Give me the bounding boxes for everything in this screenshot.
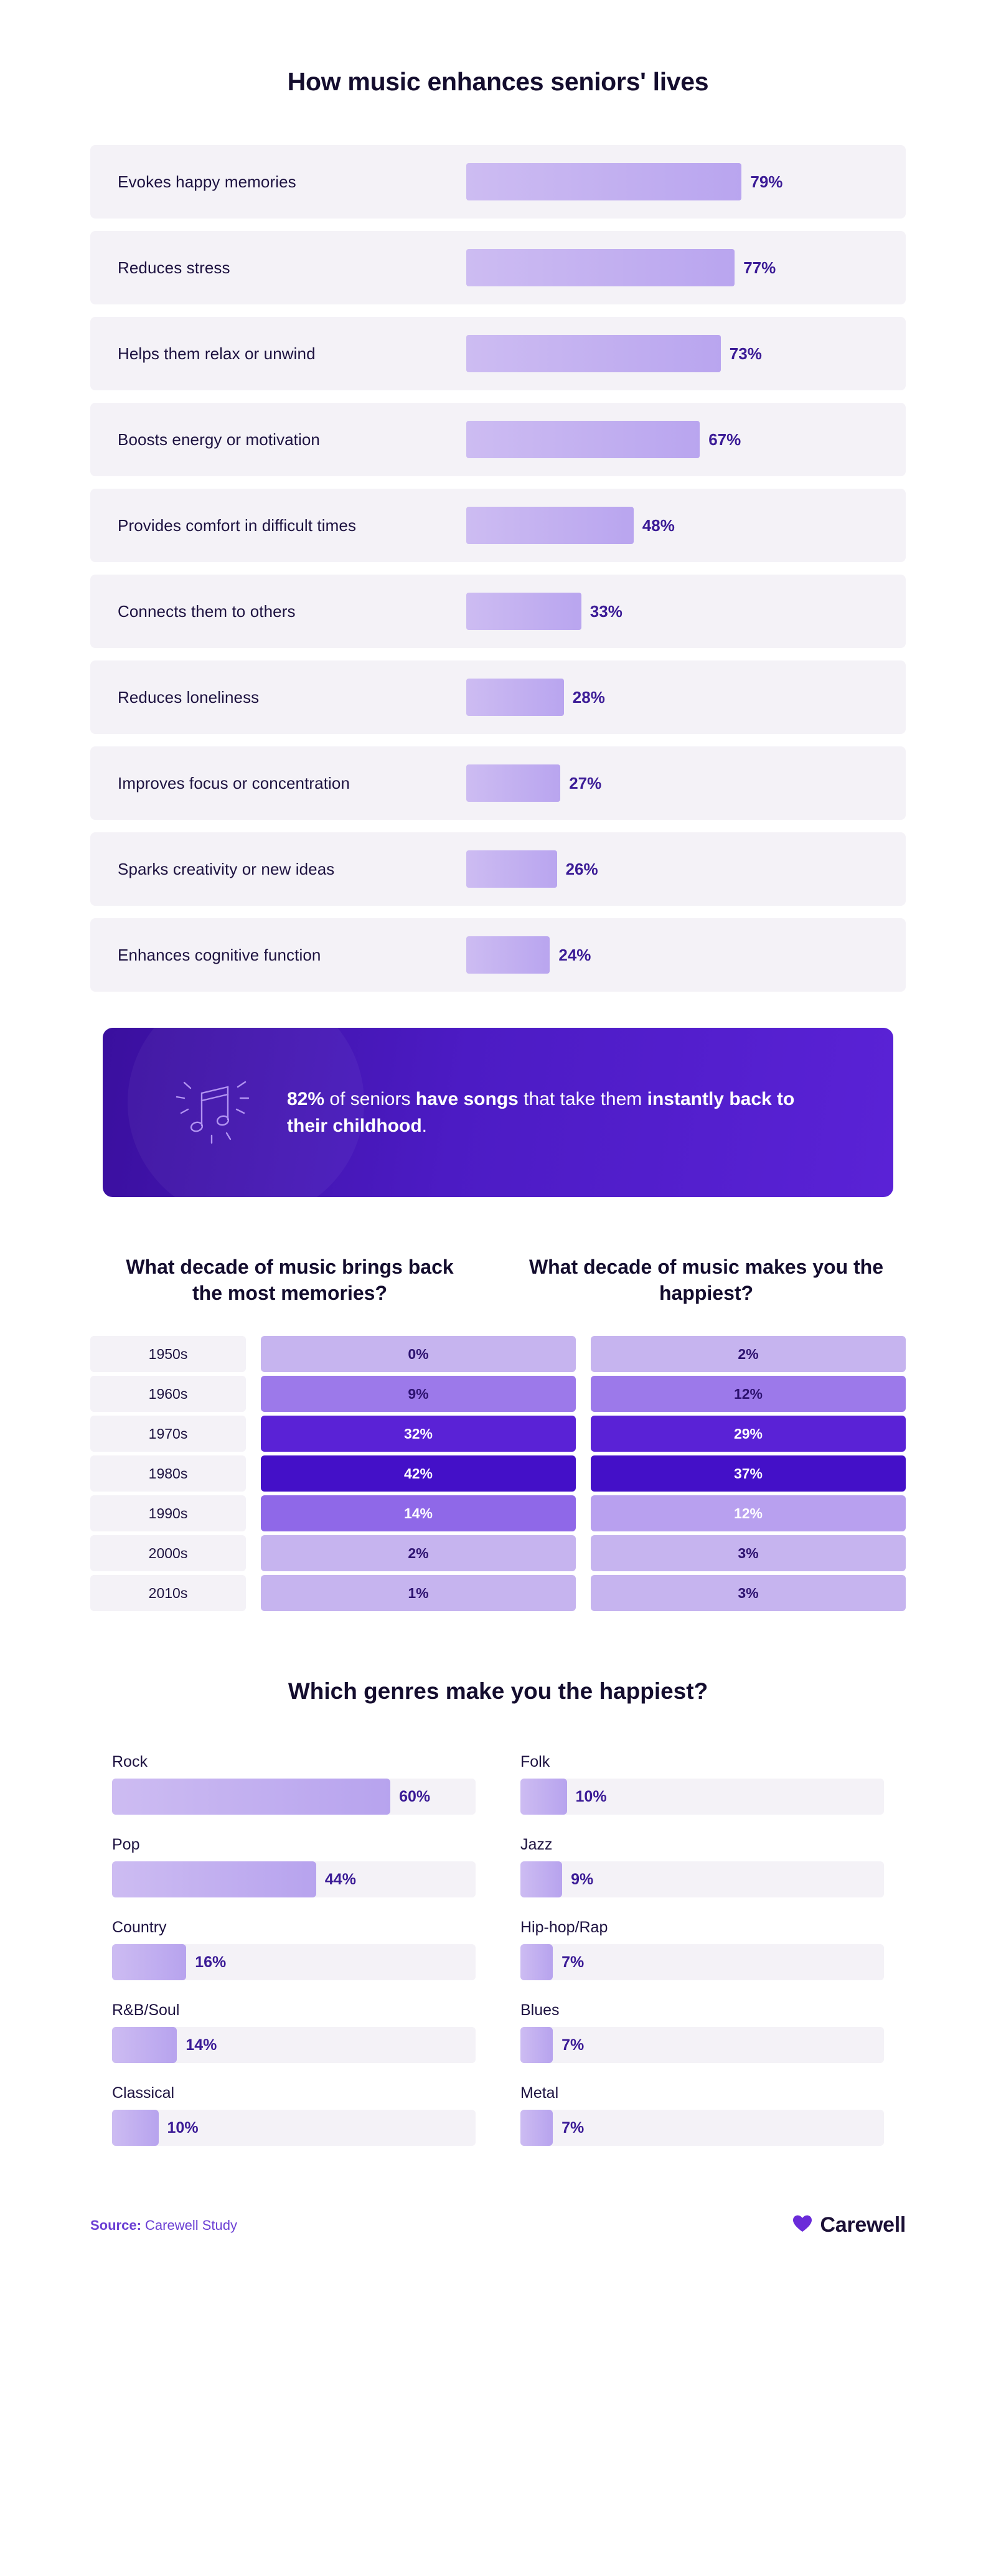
decade-chart-titles	[90, 1254, 906, 1306]
genre-track	[520, 1861, 884, 1897]
genre-fill	[520, 2110, 553, 2146]
genre-fill	[112, 1944, 186, 1980]
bar-fill	[466, 507, 634, 544]
genre-column	[112, 1753, 476, 2167]
decade-cells	[261, 1416, 906, 1452]
bar-track	[466, 936, 906, 974]
decade-cells	[261, 1575, 906, 1611]
genre-fill	[112, 2110, 159, 2146]
bar-label: Connects them to others	[118, 601, 296, 621]
bar-label: Sparks creativity or new ideas	[118, 859, 335, 878]
decade-cell: 3%	[591, 1535, 906, 1571]
bar-row	[90, 489, 906, 562]
callout-text-2: that take them	[518, 1088, 647, 1109]
bar-value: 24%	[558, 945, 591, 964]
decade-cells	[261, 1535, 906, 1571]
genre-item	[112, 1836, 476, 1897]
bar-value: 28%	[572, 687, 605, 707]
page-title: How music enhances seniors' lives	[287, 67, 709, 96]
decade-cell: 42%	[261, 1455, 576, 1492]
genre-fill	[112, 2027, 177, 2063]
bar-fill	[466, 764, 560, 802]
genre-track	[112, 1861, 476, 1897]
table-row	[90, 1495, 906, 1531]
bar-track	[466, 249, 906, 286]
genre-value: 16%	[195, 1953, 227, 1971]
callout-text-3: .	[421, 1116, 427, 1136]
bar-fill	[466, 249, 735, 286]
bar-row	[90, 231, 906, 304]
bar-row	[90, 145, 906, 219]
genre-label: Pop	[112, 1836, 140, 1854]
bar-fill	[466, 679, 564, 716]
decade-cells	[261, 1336, 906, 1372]
genre-label: Classical	[112, 2084, 175, 2102]
genre-track	[520, 1779, 884, 1815]
decade-cell: 0%	[261, 1336, 576, 1372]
genre-value: 7%	[561, 2118, 585, 2136]
genre-value: 9%	[571, 1870, 594, 1888]
genre-label: Folk	[520, 1753, 550, 1771]
genre-track	[520, 2110, 884, 2146]
decade-label: 2010s	[90, 1575, 246, 1611]
genre-track	[520, 2027, 884, 2063]
table-row	[90, 1535, 906, 1571]
decade-cells	[261, 1495, 906, 1531]
bar-track	[466, 593, 906, 630]
decade-label: 2000s	[90, 1535, 246, 1571]
genre-value: 14%	[186, 2036, 217, 2054]
genre-fill	[520, 2027, 553, 2063]
bar-value: 26%	[565, 859, 598, 878]
bar-track	[466, 421, 906, 458]
genre-value: 7%	[561, 2036, 585, 2054]
decade-label: 1960s	[90, 1376, 246, 1412]
callout-text	[287, 1086, 797, 1140]
genre-label: Metal	[520, 2084, 559, 2102]
genre-label: Blues	[520, 2001, 560, 2019]
bar-value: 67%	[708, 430, 741, 449]
bar-label: Boosts energy or motivation	[118, 430, 320, 449]
genre-item	[520, 2001, 884, 2063]
genre-label: R&B/Soul	[112, 2001, 180, 2019]
bar-row	[90, 832, 906, 906]
decade-cell: 9%	[261, 1376, 576, 1412]
bar-fill	[466, 335, 721, 372]
bar-fill	[466, 421, 700, 458]
genre-fill	[520, 1861, 562, 1897]
bar-label: Enhances cognitive function	[118, 945, 321, 964]
bar-row	[90, 317, 906, 390]
genre-track	[112, 2110, 476, 2146]
table-row	[90, 1416, 906, 1452]
decade-cell: 14%	[261, 1495, 576, 1531]
genre-item	[520, 1919, 884, 1980]
genre-fill	[112, 1861, 316, 1897]
genre-track	[520, 1944, 884, 1980]
callout-banner	[103, 1028, 893, 1197]
genre-fill	[112, 1779, 390, 1815]
heart-icon	[792, 2214, 813, 2236]
decade-label: 1990s	[90, 1495, 246, 1531]
genre-column	[520, 1753, 884, 2167]
genres-title: Which genres make you the happiest?	[288, 1678, 708, 1704]
bar-row	[90, 918, 906, 992]
decade-cell: 1%	[261, 1575, 576, 1611]
decade-cell: 3%	[591, 1575, 906, 1611]
genres-bar-chart	[112, 1753, 884, 2167]
bar-label: Provides comfort in difficult times	[118, 515, 357, 535]
bar-track	[466, 163, 906, 200]
benefits-bar-chart	[90, 145, 906, 992]
bar-value: 73%	[729, 344, 762, 363]
brand-logo	[792, 2213, 906, 2237]
decade-cell: 12%	[591, 1495, 906, 1531]
decade-label: 1950s	[90, 1336, 246, 1372]
bar-track	[466, 850, 906, 888]
bar-track	[466, 764, 906, 802]
bar-label: Improves focus or concentration	[118, 773, 350, 792]
decade-cell: 2%	[591, 1336, 906, 1372]
callout-text-1: of seniors	[324, 1088, 416, 1109]
genre-fill	[520, 1779, 567, 1815]
bar-track	[466, 679, 906, 716]
bar-fill	[466, 163, 741, 200]
bar-value: 77%	[743, 258, 776, 277]
source-note	[90, 2217, 237, 2234]
decade-cell: 2%	[261, 1535, 576, 1571]
decade-label: 1980s	[90, 1455, 246, 1492]
callout-text-bold-1: have songs	[415, 1088, 519, 1109]
bar-label: Evokes happy memories	[118, 172, 296, 191]
bar-label: Reduces loneliness	[118, 687, 260, 707]
bar-track	[466, 507, 906, 544]
genre-value: 7%	[561, 1953, 585, 1971]
decade-cell: 37%	[591, 1455, 906, 1492]
bar-row	[90, 660, 906, 734]
genre-track	[112, 2027, 476, 2063]
genre-value: 10%	[167, 2118, 199, 2136]
decade-cell: 29%	[591, 1416, 906, 1452]
genre-value: 10%	[575, 1787, 607, 1805]
genre-label: Jazz	[520, 1836, 553, 1854]
footer	[90, 2213, 906, 2281]
bar-label: Helps them relax or unwind	[118, 344, 316, 363]
genre-value: 60%	[399, 1787, 431, 1805]
bar-row	[90, 746, 906, 820]
bar-track	[466, 335, 906, 372]
callout-stat: 82%	[287, 1088, 325, 1109]
decade-memories-title: What decade of music brings back the most memories?	[126, 1256, 454, 1304]
genre-item	[520, 1753, 884, 1815]
infographic-page	[0, 67, 996, 2576]
decade-heatmap-table	[90, 1336, 906, 1611]
bar-value: 79%	[750, 172, 783, 191]
genre-value: 44%	[324, 1870, 356, 1888]
decade-cells	[261, 1376, 906, 1412]
table-row	[90, 1575, 906, 1611]
table-row	[90, 1336, 906, 1372]
genre-label: Rock	[112, 1753, 148, 1771]
table-row	[90, 1376, 906, 1412]
genre-item	[520, 1836, 884, 1897]
decade-cell: 12%	[591, 1376, 906, 1412]
table-row	[90, 1455, 906, 1492]
decade-cells	[261, 1455, 906, 1492]
genre-item	[112, 1919, 476, 1980]
source-label: Source:	[90, 2217, 141, 2233]
bar-value: 27%	[569, 773, 602, 792]
bar-value: 48%	[642, 515, 675, 535]
bar-value: 33%	[590, 601, 622, 621]
decade-happiest-title: What decade of music makes you the happiest?	[529, 1256, 884, 1304]
genre-track	[112, 1779, 476, 1815]
source-name: Carewell Study	[141, 2217, 237, 2233]
genre-item	[112, 2084, 476, 2146]
decade-label: 1970s	[90, 1416, 246, 1452]
genre-item	[520, 2084, 884, 2146]
bar-fill	[466, 593, 581, 630]
music-notes-icon	[138, 1066, 287, 1159]
genre-label: Country	[112, 1919, 167, 1937]
bar-fill	[466, 936, 550, 974]
brand-name: Carewell	[820, 2213, 906, 2237]
decade-cell: 32%	[261, 1416, 576, 1452]
genre-item	[112, 2001, 476, 2063]
genre-fill	[520, 1944, 553, 1980]
callout-text-bold-2: instantly back to their childhood	[287, 1088, 795, 1136]
bar-fill	[466, 850, 557, 888]
bar-row	[90, 575, 906, 648]
bar-label: Reduces stress	[118, 258, 230, 277]
genre-item	[112, 1753, 476, 1815]
bar-row	[90, 403, 906, 476]
genre-label: Hip-hop/Rap	[520, 1919, 608, 1937]
genre-track	[112, 1944, 476, 1980]
